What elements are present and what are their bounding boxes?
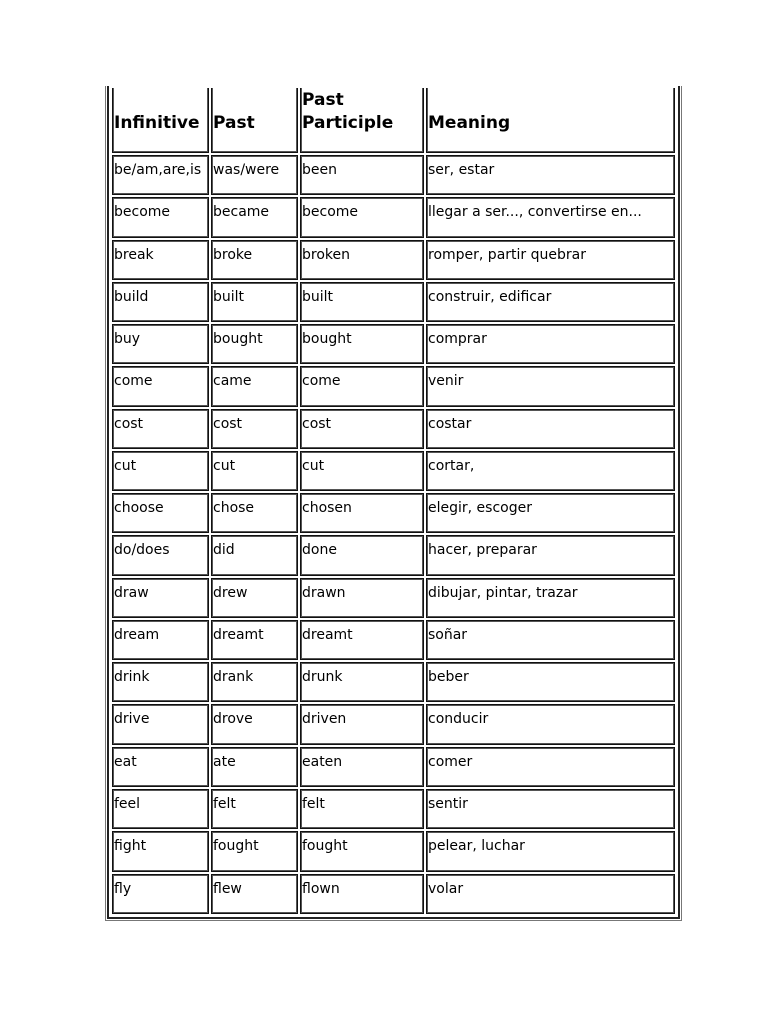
cell-infinitive: be/am,are,is (112, 155, 209, 195)
cell-meaning: costar (426, 409, 675, 449)
cell-participle: bought (300, 324, 424, 364)
cell-meaning: dibujar, pintar, trazar (426, 578, 675, 618)
cell-meaning: romper, partir quebrar (426, 240, 675, 280)
cell-meaning: comprar (426, 324, 675, 364)
cell-meaning: cortar, (426, 451, 675, 491)
cell-participle: flown (300, 874, 424, 914)
cell-participle: cost (300, 409, 424, 449)
cell-infinitive: dream (112, 620, 209, 660)
cell-meaning: hacer, preparar (426, 535, 675, 575)
table-row (112, 874, 675, 914)
cell-past: built (211, 282, 298, 322)
cell-meaning: soñar (426, 620, 675, 660)
cell-past: cost (211, 409, 298, 449)
cell-infinitive: choose (112, 493, 209, 533)
table-row (112, 662, 675, 702)
table-row (112, 451, 675, 491)
cell-meaning: elegir, escoger (426, 493, 675, 533)
cell-meaning: sentir (426, 789, 675, 829)
cell-past: bought (211, 324, 298, 364)
cell-infinitive: fly (112, 874, 209, 914)
cell-participle: driven (300, 704, 424, 744)
cell-meaning: venir (426, 366, 675, 406)
cell-meaning: comer (426, 747, 675, 787)
cell-participle: broken (300, 240, 424, 280)
cell-participle: felt (300, 789, 424, 829)
cell-participle: been (300, 155, 424, 195)
cell-infinitive: do/does (112, 535, 209, 575)
table-row (112, 240, 675, 280)
cell-meaning: ser, estar (426, 155, 675, 195)
cell-past: chose (211, 493, 298, 533)
cell-infinitive: come (112, 366, 209, 406)
table-row (112, 578, 675, 618)
table-row (112, 789, 675, 829)
cell-past: drank (211, 662, 298, 702)
cell-participle: done (300, 535, 424, 575)
cell-participle: fought (300, 831, 424, 871)
header-past-participle-line2: Participle (302, 113, 394, 133)
cell-infinitive: feel (112, 789, 209, 829)
irregular-verbs-table (110, 86, 677, 916)
cell-meaning: llegar a ser..., convertirse en... (426, 197, 675, 237)
table-row (112, 282, 675, 322)
cell-meaning: pelear, luchar (426, 831, 675, 871)
cell-infinitive: fight (112, 831, 209, 871)
cell-past: flew (211, 874, 298, 914)
cell-infinitive: drive (112, 704, 209, 744)
header-infinitive: Infinitive (112, 88, 209, 153)
cell-infinitive: build (112, 282, 209, 322)
table-row (112, 535, 675, 575)
table-row (112, 831, 675, 871)
header-meaning: Meaning (426, 88, 675, 153)
cell-infinitive: eat (112, 747, 209, 787)
table-row (112, 324, 675, 364)
cell-participle: chosen (300, 493, 424, 533)
header-past: Past (211, 88, 298, 153)
header-row (112, 88, 675, 153)
cell-past: felt (211, 789, 298, 829)
cell-infinitive: buy (112, 324, 209, 364)
cell-meaning: volar (426, 874, 675, 914)
cell-past: came (211, 366, 298, 406)
table-row (112, 620, 675, 660)
cell-participle: dreamt (300, 620, 424, 660)
cell-infinitive: cut (112, 451, 209, 491)
table-row (112, 366, 675, 406)
cell-past: drew (211, 578, 298, 618)
cell-past: was/were (211, 155, 298, 195)
table-row (112, 409, 675, 449)
cell-past: broke (211, 240, 298, 280)
cell-participle: built (300, 282, 424, 322)
cell-meaning: beber (426, 662, 675, 702)
table-row (112, 704, 675, 744)
table-row (112, 747, 675, 787)
cell-infinitive: drink (112, 662, 209, 702)
cell-participle: eaten (300, 747, 424, 787)
cell-past: ate (211, 747, 298, 787)
cell-past: drove (211, 704, 298, 744)
table-row (112, 197, 675, 237)
cell-infinitive: cost (112, 409, 209, 449)
header-past-participle-line1: Past (302, 90, 344, 110)
table-row (112, 493, 675, 533)
cell-participle: come (300, 366, 424, 406)
cell-past: fought (211, 831, 298, 871)
cell-infinitive: draw (112, 578, 209, 618)
header-past-participle (300, 88, 424, 153)
cell-past: became (211, 197, 298, 237)
cell-past: did (211, 535, 298, 575)
cell-infinitive: break (112, 240, 209, 280)
cell-past: cut (211, 451, 298, 491)
table-row (112, 155, 675, 195)
cell-participle: drunk (300, 662, 424, 702)
cell-infinitive: become (112, 197, 209, 237)
cell-participle: drawn (300, 578, 424, 618)
cell-meaning: conducir (426, 704, 675, 744)
cell-participle: become (300, 197, 424, 237)
cell-past: dreamt (211, 620, 298, 660)
cell-meaning: construir, edificar (426, 282, 675, 322)
verb-table-frame (107, 86, 680, 919)
cell-participle: cut (300, 451, 424, 491)
